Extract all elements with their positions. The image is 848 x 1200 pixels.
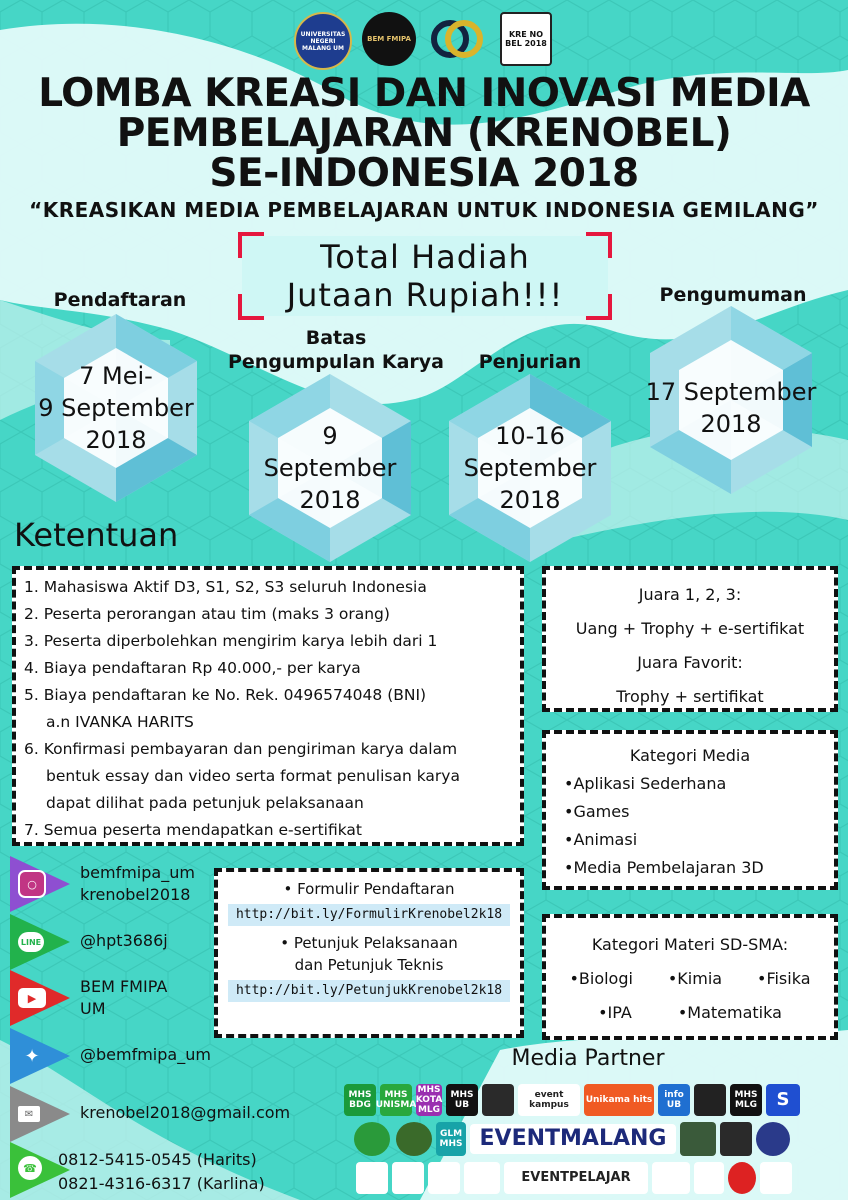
partner-row3-logo-9: [760, 1162, 792, 1194]
rule-3: 3. Peserta diperbolehkan mengirim karya lebih dari 1: [24, 632, 438, 650]
social-twitter[interactable]: [0, 1028, 300, 1084]
kategori-media-box: [542, 730, 838, 890]
guide-label-2: dan Petunjuk Teknis: [294, 956, 444, 974]
partner-mhs-kota-mlg: MHS KOTA MLG: [415, 1085, 443, 1115]
partner-unikama-hits: Unikama hits: [584, 1084, 654, 1116]
youtube-line-2: UM: [80, 999, 106, 1018]
email-icon: ✉: [18, 1106, 40, 1122]
favorit-label: Juara Favorit:: [637, 653, 743, 672]
partner-row3-logo-6: [652, 1162, 690, 1194]
date-pengumuman-1: 17 September: [645, 378, 817, 406]
partner-info-ub: info UB: [658, 1084, 690, 1116]
guide-label-1: • Petunjuk Pelaksanaan: [280, 934, 458, 952]
partner-row3-logo-8: [728, 1162, 756, 1194]
social-whatsapp[interactable]: [0, 1142, 300, 1200]
kategori-materi-heading: Kategori Materi SD-SMA:: [591, 935, 789, 954]
kategori-materi-box: [542, 914, 838, 1040]
materi-row-1: [546, 962, 834, 996]
social-email[interactable]: [0, 1086, 300, 1142]
favorit-prize: Trophy + sertifikat: [616, 687, 764, 706]
partner-row3-logo-7: [694, 1162, 724, 1194]
materi-kimia: •Kimia: [667, 969, 723, 988]
twitter-bird-icon: ✦: [24, 1045, 40, 1067]
instagram-handle-2: krenobel2018: [80, 885, 191, 904]
rule-1: 1. Mahasiswa Aktif D3, S1, S2, S3 seluruh Indonesia: [24, 578, 427, 596]
kategori-media-item-4: •Media Pembelajaran 3D: [564, 858, 764, 877]
date-pendaftaran-2: 9 September: [38, 394, 194, 422]
social-instagram[interactable]: [0, 856, 300, 912]
social-youtube[interactable]: [0, 970, 300, 1026]
partner-row2-logo-5: [680, 1122, 716, 1156]
form-url-link[interactable]: http://bit.ly/FormulirKrenobel2k18: [228, 904, 510, 926]
date-penjurian-1: 10-16: [495, 422, 565, 450]
date-penjurian: [440, 420, 620, 516]
kategori-media-item-1: •Aplikasi Sederhana: [564, 774, 727, 793]
line-icon: LINE: [18, 932, 44, 952]
materi-row-2: [546, 996, 834, 1030]
timeline-hexagons: [0, 0, 848, 560]
partner-mhs-unisma: MHS UNISMA: [380, 1084, 412, 1116]
label-batas-line-2: Pengumpulan Karya: [228, 351, 444, 373]
rule-4: 4. Biaya pendaftaran Rp 40.000,- per karya: [24, 659, 361, 677]
partner-eventmalang: EVENTMALANG: [470, 1124, 676, 1154]
rule-7: 7. Semua peserta mendapatkan e-sertifikat: [24, 821, 363, 839]
logo-um-text: UNIVERSITAS NEGERI MALANG UM: [300, 30, 346, 52]
ketentuan-heading: Ketentuan: [14, 516, 179, 554]
label-batas-line-1: Batas: [305, 327, 367, 349]
label-pengumuman: Pengumuman: [659, 284, 807, 306]
logo-krenobel-text: KRE NO BEL 2018: [505, 30, 547, 48]
phone-harits: 0812-5415-0545 (Harits): [58, 1150, 257, 1169]
partner-row3-logo-3: [428, 1162, 460, 1194]
title-line-2: PEMBELAJARAN (KRENOBEL): [116, 111, 732, 156]
partner-row3-logo-1: [356, 1162, 388, 1194]
rule-6-cont-1: bentuk essay dan video serta format penulisan karya: [46, 767, 460, 785]
prize-line-2: Jutaan Rupiah!!!: [286, 276, 564, 314]
date-pendaftaran: [26, 360, 206, 456]
materi-fisika: •Fisika: [757, 969, 811, 988]
rule-6-cont-2: dapat dilihat pada petunjuk pelaksanaan: [46, 794, 364, 812]
date-pengumuman: [636, 376, 826, 440]
instagram-icon: ○: [18, 870, 46, 898]
partner-row2-logo-2: [396, 1122, 432, 1156]
rule-5: 5. Biaya pendaftaran ke No. Rek. 0496574048 (BNI): [24, 686, 427, 704]
partner-logo-9: [694, 1084, 726, 1116]
logo-bem-text: BEM FMIPA: [367, 35, 411, 43]
rule-6: 6. Konfirmasi pembayaran dan pengiriman karya dalam: [24, 740, 458, 758]
partner-logo-5: [482, 1084, 514, 1116]
partner-eventpelajar: EVENTPELAJAR: [504, 1162, 648, 1194]
rule-2: 2. Peserta perorangan atau tim (maks 3 orang): [24, 605, 390, 623]
title-line-1: LOMBA KREASI DAN INOVASI MEDIA: [38, 71, 810, 116]
date-penjurian-2: September: [463, 454, 597, 482]
twitter-handle: @bemfmipa_um: [80, 1045, 211, 1064]
juara-label: Juara 1, 2, 3:: [638, 585, 742, 604]
title-line-3: SE-INDONESIA 2018: [209, 151, 639, 196]
date-penjurian-3: 2018: [499, 486, 561, 514]
kategori-media-item-2: •Games: [564, 802, 630, 821]
label-batas: [216, 326, 456, 374]
label-penjurian: Penjurian: [478, 351, 582, 373]
media-partner-heading: Media Partner: [511, 1046, 665, 1071]
partner-mhs-ub: MHS UB: [446, 1084, 478, 1116]
partner-row2-logo-6: [720, 1122, 752, 1156]
date-pendaftaran-3: 2018: [85, 426, 147, 454]
partner-row3-logo-4: [464, 1162, 500, 1194]
partner-glm-mhs: GLM MHS: [436, 1122, 466, 1156]
ketentuan-box: [12, 566, 524, 846]
form-label: • Formulir Pendaftaran: [283, 880, 455, 898]
line-id: @hpt3686j: [80, 931, 168, 950]
date-batas-1: 9: [322, 422, 338, 450]
label-pendaftaran: Pendaftaran: [53, 289, 187, 311]
youtube-icon: ▶: [18, 988, 46, 1008]
date-batas: [240, 420, 420, 516]
partner-row2-logo-1: [354, 1122, 390, 1156]
email-address: krenobel2018@gmail.com: [80, 1103, 291, 1122]
instagram-handle-1: bemfmipa_um: [80, 863, 195, 882]
awards-box: [542, 566, 838, 712]
partner-s: S: [766, 1084, 800, 1116]
date-pengumuman-2: 2018: [700, 410, 762, 438]
partner-mhs-mlg: MHS MLG: [730, 1084, 762, 1116]
prize-line-1: Total Hadiah: [320, 238, 530, 276]
partner-event-kampus: event kampus: [518, 1084, 580, 1116]
phone-numbers: [58, 1148, 265, 1196]
tagline: “KREASIKAN MEDIA PEMBELAJARAN UNTUK INDONESIA GEMILANG”: [29, 198, 819, 222]
whatsapp-icon: ☎: [18, 1156, 42, 1180]
youtube-channel: [80, 976, 167, 1020]
materi-biologi: •Biologi: [569, 969, 633, 988]
kategori-media-item-3: •Animasi: [564, 830, 638, 849]
partner-row2-logo-7: [756, 1122, 790, 1156]
materi-matematika: •Matematika: [677, 1003, 782, 1022]
social-line[interactable]: [0, 914, 300, 970]
guide-url-link[interactable]: http://bit.ly/PetunjukKrenobel2k18: [228, 980, 510, 1002]
date-pendaftaran-1: 7 Mei-: [79, 362, 153, 390]
youtube-line-1: BEM FMIPA: [80, 977, 168, 996]
kategori-media-heading: Kategori Media: [629, 746, 751, 765]
instagram-handles: [80, 862, 195, 906]
phone-karlina: 0821-4316-6317 (Karlina): [58, 1174, 265, 1193]
juara-prize: Uang + Trophy + e-sertifikat: [575, 619, 805, 638]
partner-mhs-bdg: MHS BDG: [344, 1084, 376, 1116]
materi-ipa: •IPA: [598, 1003, 632, 1022]
rule-5-cont: a.n IVANKA HARITS: [46, 713, 194, 731]
date-batas-3: 2018: [299, 486, 361, 514]
partner-row3-logo-2: [392, 1162, 424, 1194]
date-batas-2: September: [263, 454, 397, 482]
